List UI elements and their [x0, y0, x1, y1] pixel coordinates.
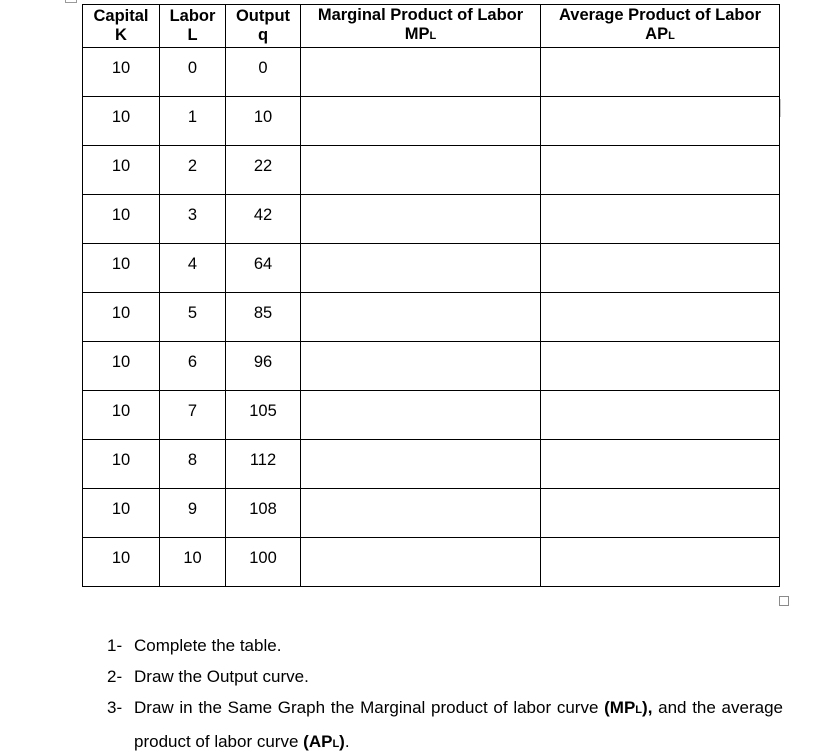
table-move-handle[interactable] — [65, 0, 77, 3]
capital-cell: 10 — [83, 146, 160, 195]
output-cell: 100 — [226, 538, 301, 587]
capital-cell: 10 — [83, 293, 160, 342]
output-cell: 64 — [226, 244, 301, 293]
labor-cell: 7 — [160, 391, 226, 440]
table-row — [83, 146, 780, 195]
capital-cell: 10 — [83, 489, 160, 538]
capital-cell: 10 — [83, 195, 160, 244]
marginal-product-cell[interactable] — [301, 440, 541, 489]
average-product-cell[interactable] — [541, 342, 780, 391]
labor-cell: 8 — [160, 440, 226, 489]
average-product-cell[interactable] — [541, 48, 780, 97]
marginal-product-cell[interactable] — [301, 195, 541, 244]
labor-cell: 5 — [160, 293, 226, 342]
labor-cell: 0 — [160, 48, 226, 97]
labor-cell: 9 — [160, 489, 226, 538]
capital-cell: 10 — [83, 244, 160, 293]
table-row — [83, 538, 780, 587]
marginal-product-cell[interactable] — [301, 244, 541, 293]
capital-cell: 10 — [83, 440, 160, 489]
table-header-row — [83, 5, 780, 48]
production-table — [82, 4, 780, 587]
capital-cell: 10 — [83, 97, 160, 146]
labor-cell: 6 — [160, 342, 226, 391]
header-output: Output q — [226, 5, 301, 48]
table-row — [83, 489, 780, 538]
table-row — [83, 244, 780, 293]
table-resize-handle[interactable] — [779, 596, 789, 606]
instruction-item: 2- Draw the Output curve. — [107, 667, 309, 686]
average-product-cell[interactable] — [541, 293, 780, 342]
table-row — [83, 440, 780, 489]
marginal-product-cell[interactable] — [301, 146, 541, 195]
output-cell: 22 — [226, 146, 301, 195]
average-product-cell[interactable] — [541, 244, 780, 293]
labor-cell: 2 — [160, 146, 226, 195]
header-average-product: Average Product of Labor APL — [541, 5, 780, 48]
table-row — [83, 97, 780, 146]
labor-cell: 3 — [160, 195, 226, 244]
output-cell: 0 — [226, 48, 301, 97]
marginal-product-cell[interactable] — [301, 342, 541, 391]
instruction-item: 1- Complete the table. — [107, 636, 282, 655]
header-marginal-product: Marginal Product of Labor MPL — [301, 5, 541, 48]
average-product-cell[interactable] — [541, 391, 780, 440]
output-cell: 105 — [226, 391, 301, 440]
labor-cell: 10 — [160, 538, 226, 587]
average-product-cell[interactable] — [541, 440, 780, 489]
marginal-product-cell[interactable] — [301, 391, 541, 440]
output-cell: 42 — [226, 195, 301, 244]
table-row — [83, 293, 780, 342]
labor-cell: 1 — [160, 97, 226, 146]
capital-cell: 10 — [83, 342, 160, 391]
table-row — [83, 391, 780, 440]
labor-cell: 4 — [160, 244, 226, 293]
output-cell: 85 — [226, 293, 301, 342]
capital-cell: 10 — [83, 391, 160, 440]
capital-cell: 10 — [83, 538, 160, 587]
output-cell: 112 — [226, 440, 301, 489]
marginal-product-cell[interactable] — [301, 97, 541, 146]
table-row — [83, 342, 780, 391]
output-cell: 108 — [226, 489, 301, 538]
average-product-cell[interactable] — [541, 195, 780, 244]
table-row — [83, 48, 780, 97]
marginal-product-cell[interactable] — [301, 48, 541, 97]
table-row — [83, 195, 780, 244]
instructions-list — [107, 630, 783, 755]
header-labor: Labor L — [160, 5, 226, 48]
average-product-cell[interactable] — [541, 538, 780, 587]
average-product-cell[interactable] — [541, 97, 780, 146]
output-cell: 96 — [226, 342, 301, 391]
instruction-item: 3- Draw in the Same Graph the Marginal product of labor curve (MPL), and the average product of labor curve (APL). — [107, 698, 783, 751]
marginal-product-cell[interactable] — [301, 293, 541, 342]
capital-cell: 10 — [83, 48, 160, 97]
average-product-cell[interactable] — [541, 146, 780, 195]
output-cell: 10 — [226, 97, 301, 146]
marginal-product-cell[interactable] — [301, 538, 541, 587]
header-capital: Capital K — [83, 5, 160, 48]
marginal-product-cell[interactable] — [301, 489, 541, 538]
average-product-cell[interactable] — [541, 489, 780, 538]
